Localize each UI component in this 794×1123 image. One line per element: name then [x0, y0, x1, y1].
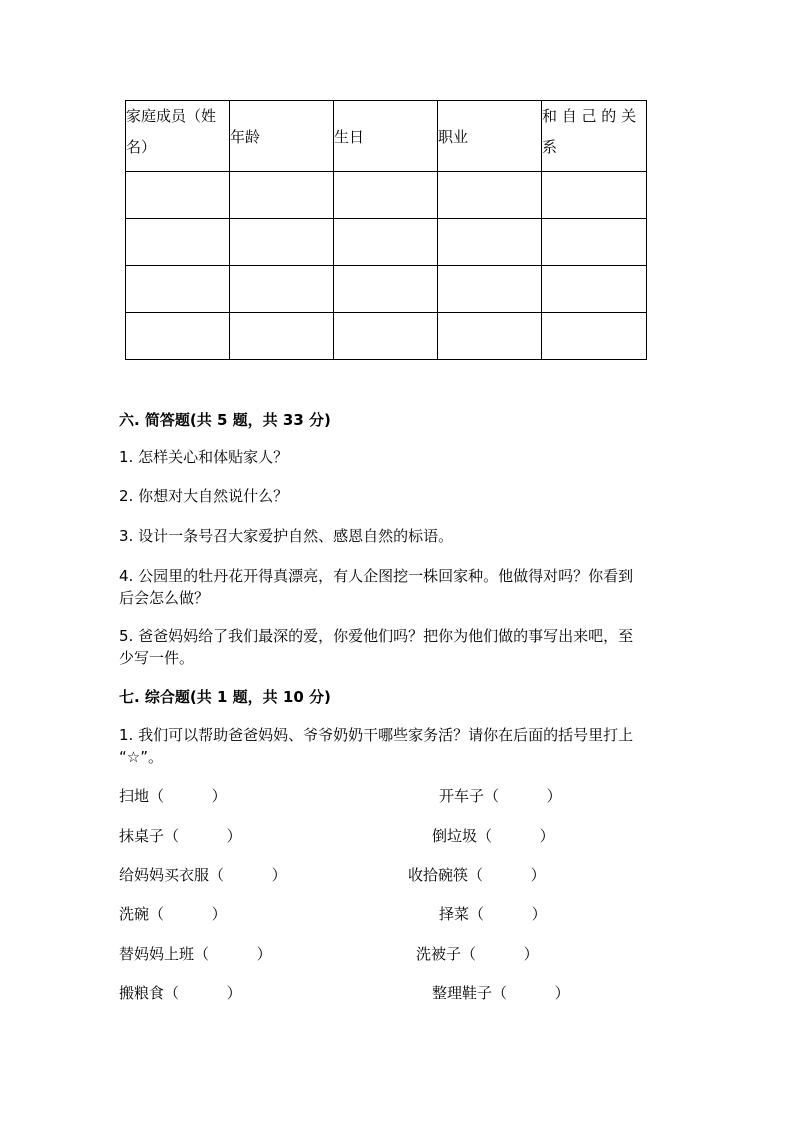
chore-left-5[interactable]: 替妈妈上班（ ）: [119, 945, 272, 963]
family-members-table: [125, 100, 647, 360]
header-occupation-label: 职业: [438, 128, 469, 146]
table-cell[interactable]: [230, 219, 334, 266]
chore-right-1[interactable]: 开车子（ ）: [439, 787, 562, 805]
table-cell[interactable]: [542, 313, 647, 360]
header-birthday-label: 生日: [334, 128, 365, 146]
chore-left-1[interactable]: 扫地（ ）: [119, 787, 227, 805]
table-cell[interactable]: [438, 219, 542, 266]
question-7-1-line2: “☆”。: [119, 748, 163, 766]
table-cell[interactable]: [230, 172, 334, 219]
table-cell[interactable]: [334, 313, 438, 360]
table-cell[interactable]: [438, 266, 542, 313]
table-cell[interactable]: [334, 219, 438, 266]
table-row: [126, 219, 647, 266]
table-cell[interactable]: [126, 219, 230, 266]
table-row: [126, 172, 647, 219]
header-age-label: 年龄: [230, 128, 261, 146]
header-relationship-line1: 和 自 己 的 关: [542, 107, 637, 125]
header-occupation: [438, 101, 542, 172]
table-cell[interactable]: [542, 219, 647, 266]
table-cell[interactable]: [126, 313, 230, 360]
table-row: [126, 266, 647, 313]
table-cell[interactable]: [126, 266, 230, 313]
header-birthday: [334, 101, 438, 172]
table-cell[interactable]: [438, 172, 542, 219]
header-age: [230, 101, 334, 172]
table-row: [126, 313, 647, 360]
question-6-4-line1: 4. 公园里的牡丹花开得真漂亮，有人企图挖一株回家种。他做得对吗？你看到: [119, 567, 634, 585]
section-6-title: 六. 简答题(共 5 题，共 33 分): [119, 411, 331, 429]
chore-right-3[interactable]: 收拾碗筷（ ）: [408, 866, 546, 884]
table-cell[interactable]: [334, 266, 438, 313]
header-family-member-line1: 家庭成员（姓: [126, 107, 217, 125]
question-6-3: 3. 设计一条号召大家爱护自然、感恩自然的标语。: [119, 527, 454, 545]
chore-left-4[interactable]: 洗碗（ ）: [119, 905, 227, 923]
table-cell[interactable]: [126, 172, 230, 219]
chore-right-2[interactable]: 倒垃圾（ ）: [432, 827, 555, 845]
header-relationship-line2: 系: [542, 138, 558, 156]
table-cell[interactable]: [334, 172, 438, 219]
chore-left-3[interactable]: 给妈妈买衣服（ ）: [119, 866, 287, 884]
question-6-2: 2. 你想对大自然说什么？: [119, 487, 289, 505]
section-7-title: 七. 综合题(共 1 题，共 10 分): [119, 688, 331, 706]
header-family-member-line2: 名）: [126, 138, 157, 156]
chore-right-6[interactable]: 整理鞋子（ ）: [432, 984, 570, 1002]
table-cell[interactable]: [542, 266, 647, 313]
question-7-1-line1: 1. 我们可以帮助爸爸妈妈、爷爷奶奶干哪些家务活？请你在后面的括号里打上: [119, 726, 634, 744]
chore-left-6[interactable]: 搬粮食（ ）: [119, 984, 242, 1002]
table-cell[interactable]: [230, 266, 334, 313]
question-6-5-line2: 少写一件。: [119, 649, 195, 667]
chore-left-2[interactable]: 抹桌子（ ）: [119, 827, 242, 845]
chore-right-4[interactable]: 择菜（ ）: [439, 905, 547, 923]
header-relationship: [542, 101, 647, 172]
chore-right-5[interactable]: 洗被子（ ）: [416, 945, 539, 963]
table-cell[interactable]: [230, 313, 334, 360]
question-6-4-line2: 后会怎么做？: [119, 589, 210, 607]
table-header-row: [126, 101, 647, 172]
header-family-member: [126, 101, 230, 172]
table-cell[interactable]: [542, 172, 647, 219]
question-6-5-line1: 5. 爸爸妈妈给了我们最深的爱，你爱他们吗？把你为他们做的事写出来吧，至: [119, 627, 634, 645]
table-cell[interactable]: [438, 313, 542, 360]
question-6-1: 1. 怎样关心和体贴家人？: [119, 448, 289, 466]
